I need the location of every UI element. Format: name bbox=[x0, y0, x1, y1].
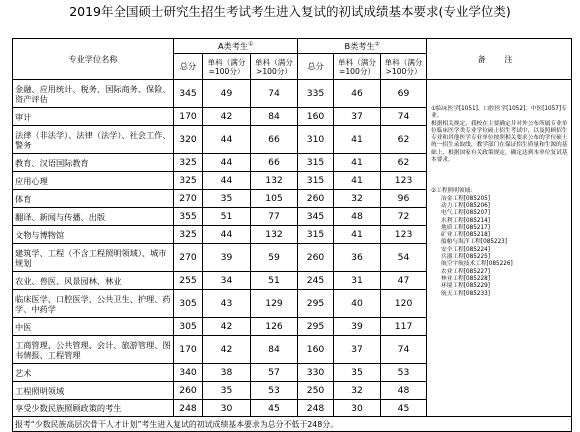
page-title: 2019年全国硕士研究生招生考试考生进入复试的初试成绩基本要求(专业学位类) bbox=[69, 4, 511, 19]
score-cell-a-s2: 51 bbox=[251, 272, 298, 290]
score-cell-b-s1: 41 bbox=[334, 126, 381, 154]
score-cell-b-s1: 39 bbox=[334, 318, 381, 336]
subject-name-cell: 中医 bbox=[13, 318, 174, 336]
footnote-row bbox=[13, 417, 572, 432]
score-cell-b-s1: 41 bbox=[334, 226, 381, 244]
engineering-field-item: 动力工程[085206] bbox=[441, 202, 490, 209]
score-table bbox=[12, 38, 572, 432]
subject-name-cell: 艺术 bbox=[13, 364, 174, 382]
score-cell-b-s1: 40 bbox=[334, 290, 381, 318]
score-cell-a-s2: 74 bbox=[251, 80, 298, 108]
subject-name-cell: 金融、应用统计、税务、国际商务、保险、资产评估 bbox=[13, 80, 174, 108]
engineering-field-item: 兵器工程[085225] bbox=[441, 254, 490, 261]
b-single-le100-header: 单科（满分=100分） bbox=[334, 54, 381, 80]
score-cell-a-s1: 38 bbox=[203, 364, 251, 382]
score-cell-a-s1: 49 bbox=[203, 80, 251, 108]
score-cell-b-total: 160 bbox=[298, 108, 334, 126]
score-cell-a-s1: 44 bbox=[203, 226, 251, 244]
zone-a-label: A类考生 bbox=[217, 40, 249, 51]
score-cell-a-total: 325 bbox=[174, 154, 203, 172]
score-cell-a-s1: 30 bbox=[203, 400, 251, 417]
score-cell-a-total: 248 bbox=[174, 400, 203, 417]
score-cell-a-total: 170 bbox=[174, 108, 203, 126]
remark-note-2: ②工程照明领域： bbox=[431, 188, 476, 195]
score-cell-a-total: 320 bbox=[174, 126, 203, 154]
subject-name-cell: 教育、汉语国际教育 bbox=[13, 154, 174, 172]
score-cell-b-s1: 35 bbox=[334, 364, 381, 382]
subject-column-header: 专业学位名称 bbox=[13, 39, 174, 80]
score-cell-b-total: 248 bbox=[298, 400, 334, 417]
subject-name-cell: 农业、兽医、风景园林、林业 bbox=[13, 272, 174, 290]
score-cell-b-s1: 36 bbox=[334, 244, 381, 272]
subject-name-cell: 临床医学、口腔医学、公共卫生、护理、药学、中药学 bbox=[13, 290, 174, 318]
score-cell-b-s2: 45 bbox=[381, 400, 427, 417]
subject-name-cell: 工商管理、公共管理、会计、旅游管理、图书情报、工程管理 bbox=[13, 336, 174, 364]
score-cell-a-s2: 84 bbox=[251, 336, 298, 364]
engineering-field-item: 水利工程[085214] bbox=[441, 217, 490, 224]
score-cell-a-s2: 66 bbox=[251, 154, 298, 172]
score-cell-b-s1: 48 bbox=[334, 208, 381, 226]
score-cell-b-total: 315 bbox=[298, 226, 334, 244]
engineering-field-item: 航空宇航技术工程[085226] bbox=[441, 261, 513, 268]
engineering-field-item: 安全工程[085224] bbox=[441, 246, 490, 253]
header-row-1 bbox=[13, 39, 572, 54]
score-cell-b-total: 310 bbox=[298, 126, 334, 154]
score-cell-a-total: 270 bbox=[174, 244, 203, 272]
score-cell-b-total: 315 bbox=[298, 154, 334, 172]
score-cell-b-s2: 123 bbox=[381, 226, 427, 244]
score-cell-b-s2: 96 bbox=[381, 190, 427, 208]
score-cell-a-s2: 126 bbox=[251, 318, 298, 336]
score-cell-a-s1: 39 bbox=[203, 244, 251, 272]
engineering-field-item: 船舶与海洋工程[085223] bbox=[441, 239, 508, 246]
score-cell-a-total: 305 bbox=[174, 318, 203, 336]
score-cell-b-total: 335 bbox=[298, 80, 334, 108]
score-cell-a-s2: 57 bbox=[251, 364, 298, 382]
zone-b-label: B类考生 bbox=[344, 40, 375, 51]
score-cell-b-s1: 37 bbox=[334, 336, 381, 364]
score-cell-b-s1: 32 bbox=[334, 190, 381, 208]
engineering-field-item: 农业工程[085227] bbox=[441, 268, 490, 275]
score-cell-a-total: 325 bbox=[174, 172, 203, 190]
score-cell-b-total: 345 bbox=[298, 208, 334, 226]
score-cell-a-s2: 105 bbox=[251, 190, 298, 208]
score-cell-a-s1: 44 bbox=[203, 172, 251, 190]
remarks-header: 备 注 bbox=[427, 39, 572, 80]
score-cell-b-s2: 123 bbox=[381, 172, 427, 190]
score-cell-a-total: 345 bbox=[174, 80, 203, 108]
score-cell-a-total: 270 bbox=[174, 190, 203, 208]
score-cell-b-total: 295 bbox=[298, 318, 334, 336]
subject-name-cell: 建筑学、工程（不含工程照明领域）、城市规划 bbox=[13, 244, 174, 272]
engineering-field-item: 电气工程[085207] bbox=[441, 210, 490, 217]
score-cell-a-total: 170 bbox=[174, 336, 203, 364]
engineering-field-item: 冶金工程[085205] bbox=[441, 195, 490, 202]
score-cell-a-s1: 44 bbox=[203, 126, 251, 154]
subject-name-cell: 审计 bbox=[13, 108, 174, 126]
score-cell-a-total: 305 bbox=[174, 290, 203, 318]
footnote-text: 报考“少数民族高层次骨干人才计划”考生进入复试的初试成绩基本要求为总分不低于248分。 bbox=[13, 417, 572, 432]
remark-note-1-body: 根据相关规定，我校在主要确定并对外公布所属专业单位临床医学类专业学位硕士招生考试中，以及照顾招生专业和其他医学专业单位按照相关要求公布的学位硕士统一招生录取线，教学部门在保证招生质量和生源的基础上，根据国家有关政策规定，确定达到本单位复试基本要求。 bbox=[431, 120, 568, 164]
score-cell-b-s2: 62 bbox=[381, 126, 427, 154]
zone-b-mark: ② bbox=[374, 40, 380, 47]
score-cell-b-s1: 41 bbox=[334, 172, 381, 190]
score-cell-a-s1: 35 bbox=[203, 382, 251, 400]
score-cell-a-s2: 77 bbox=[251, 208, 298, 226]
score-cell-b-s2: 53 bbox=[381, 364, 427, 382]
zone-a-header bbox=[174, 39, 298, 54]
score-cell-b-total: 330 bbox=[298, 364, 334, 382]
subject-name-cell: 应用心理 bbox=[13, 172, 174, 190]
engineering-field-item: 航天工程[085233] bbox=[441, 290, 490, 297]
score-cell-a-s2: 66 bbox=[251, 126, 298, 154]
score-cell-a-s2: 132 bbox=[251, 226, 298, 244]
subject-name-cell: 体育 bbox=[13, 190, 174, 208]
remarks-cell bbox=[427, 80, 572, 417]
score-cell-a-s1: 35 bbox=[203, 190, 251, 208]
score-cell-b-s1: 30 bbox=[334, 400, 381, 417]
score-cell-b-s2: 47 bbox=[381, 272, 427, 290]
score-cell-b-total: 260 bbox=[298, 190, 334, 208]
score-cell-b-s2: 48 bbox=[381, 382, 427, 400]
score-cell-b-s1: 41 bbox=[334, 154, 381, 172]
score-cell-a-total: 325 bbox=[174, 226, 203, 244]
a-single-le100-header: 单科（满分=100分） bbox=[203, 54, 251, 80]
score-cell-a-s1: 42 bbox=[203, 318, 251, 336]
subject-name-cell: 享受少数民族照顾政策的考生 bbox=[13, 400, 174, 417]
score-cell-a-total: 255 bbox=[174, 272, 203, 290]
score-cell-b-s1: 32 bbox=[334, 382, 381, 400]
subject-name-cell: 文物与博物馆 bbox=[13, 226, 174, 244]
score-cell-b-s2: 62 bbox=[381, 154, 427, 172]
score-cell-a-total: 260 bbox=[174, 382, 203, 400]
score-cell-b-s1: 37 bbox=[334, 108, 381, 126]
score-cell-a-s1: 43 bbox=[203, 290, 251, 318]
score-cell-b-s2: 120 bbox=[381, 290, 427, 318]
score-cell-a-s2: 59 bbox=[251, 244, 298, 272]
score-cell-a-s2: 45 bbox=[251, 400, 298, 417]
score-cell-b-total: 295 bbox=[298, 290, 334, 318]
score-cell-b-s2: 72 bbox=[381, 208, 427, 226]
score-cell-a-s1: 44 bbox=[203, 154, 251, 172]
score-cell-a-total: 355 bbox=[174, 208, 203, 226]
remark-note-1: ①临床医学[1051]、口腔医学[1052]、中医[1057]专业。 bbox=[431, 106, 567, 120]
score-cell-b-s2: 74 bbox=[381, 108, 427, 126]
score-cell-b-total: 260 bbox=[298, 244, 334, 272]
score-cell-a-s1: 42 bbox=[203, 336, 251, 364]
score-cell-a-s2: 53 bbox=[251, 382, 298, 400]
score-cell-b-s2: 69 bbox=[381, 80, 427, 108]
score-cell-b-s2: 74 bbox=[381, 336, 427, 364]
score-cell-a-s1: 34 bbox=[203, 272, 251, 290]
subject-name-cell: 翻译、新闻与传播、出版 bbox=[13, 208, 174, 226]
score-cell-b-total: 245 bbox=[298, 272, 334, 290]
score-cell-b-total: 160 bbox=[298, 336, 334, 364]
subject-name-cell: 法律（非法学）、法律（法学）、社会工作、警务 bbox=[13, 126, 174, 154]
table-row bbox=[13, 80, 572, 108]
score-cell-b-s1: 46 bbox=[334, 80, 381, 108]
score-cell-b-s2: 117 bbox=[381, 318, 427, 336]
score-cell-b-s2: 54 bbox=[381, 244, 427, 272]
zone-a-mark: ① bbox=[248, 40, 254, 47]
score-cell-a-s2: 132 bbox=[251, 172, 298, 190]
a-total-header: 总分 bbox=[174, 54, 203, 80]
b-single-gt100-header: 单科（满分>100分） bbox=[381, 54, 427, 80]
score-cell-a-s2: 129 bbox=[251, 290, 298, 318]
score-cell-b-total: 315 bbox=[298, 172, 334, 190]
score-cell-a-total: 340 bbox=[174, 364, 203, 382]
engineering-field-item: 地质工程[085217] bbox=[441, 224, 490, 231]
score-cell-b-s1: 31 bbox=[334, 272, 381, 290]
score-cell-a-s1: 42 bbox=[203, 108, 251, 126]
score-cell-a-s2: 84 bbox=[251, 108, 298, 126]
engineering-field-item: 环境工程[085229] bbox=[441, 283, 490, 290]
a-single-gt100-header: 单科（满分>100分） bbox=[251, 54, 298, 80]
engineering-field-item: 矿业工程[085218] bbox=[441, 232, 490, 239]
engineering-field-item: 林业工程[085228] bbox=[441, 275, 490, 282]
score-cell-a-s1: 51 bbox=[203, 208, 251, 226]
b-total-header: 总分 bbox=[298, 54, 334, 80]
zone-b-header bbox=[298, 39, 427, 54]
score-cell-b-total: 250 bbox=[298, 382, 334, 400]
subject-name-cell: 工程照明领域 bbox=[13, 382, 174, 400]
